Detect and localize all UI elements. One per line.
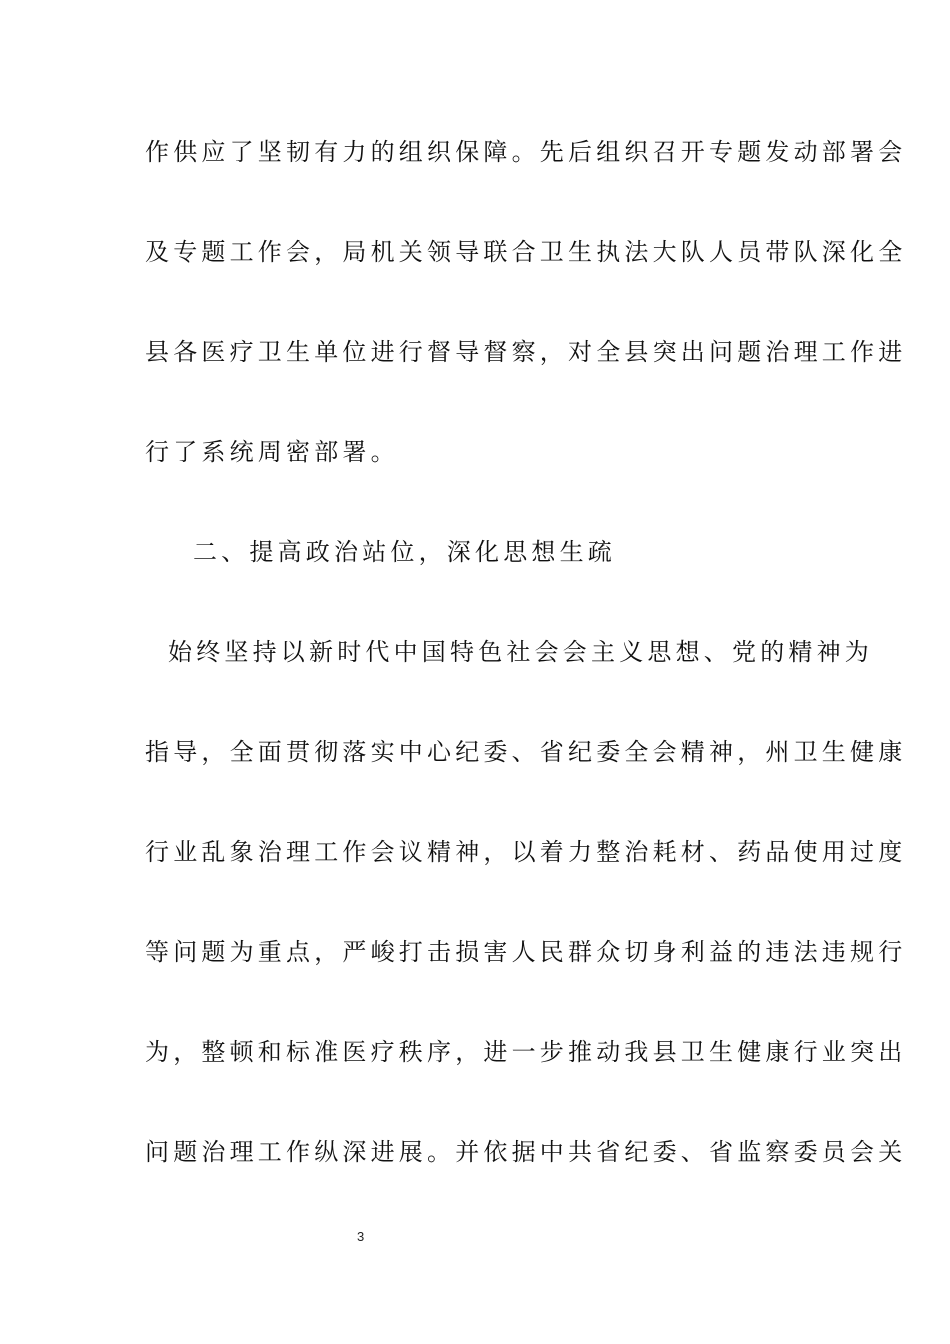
body-text-line: 始终坚持以新时代中国特色社会会主义思想、党的精神为: [168, 638, 873, 666]
body-text-line: 为，整顿和标准医疗秩序，进一步推动我县卫生健康行业突出: [145, 1038, 907, 1066]
body-text-line: 指导，全面贯彻落实中心纪委、省纪委全会精神，州卫生健康: [145, 738, 907, 766]
section-heading: 二、提高政治站位，深化思想生疏: [193, 538, 616, 566]
body-text-line: 作供应了坚韧有力的组织保障。先后组织召开专题发动部署会: [145, 138, 907, 166]
body-text-line: 行了系统周密部署。: [145, 438, 399, 466]
page-number: 3: [357, 1229, 365, 1244]
body-text-line: 问题治理工作纵深进展。并依据中共省纪委、省监察委员会关: [145, 1138, 907, 1166]
body-text-line: 县各医疗卫生单位进行督导督察，对全县突出问题治理工作进: [145, 338, 907, 366]
body-text-line: 及专题工作会，局机关领导联合卫生执法大队人员带队深化全: [145, 238, 907, 266]
body-text-line: 等问题为重点，严峻打击损害人民群众切身利益的违法违规行: [145, 938, 907, 966]
body-text-line: 行业乱象治理工作会议精神，以着力整治耗材、药品使用过度: [145, 838, 907, 866]
